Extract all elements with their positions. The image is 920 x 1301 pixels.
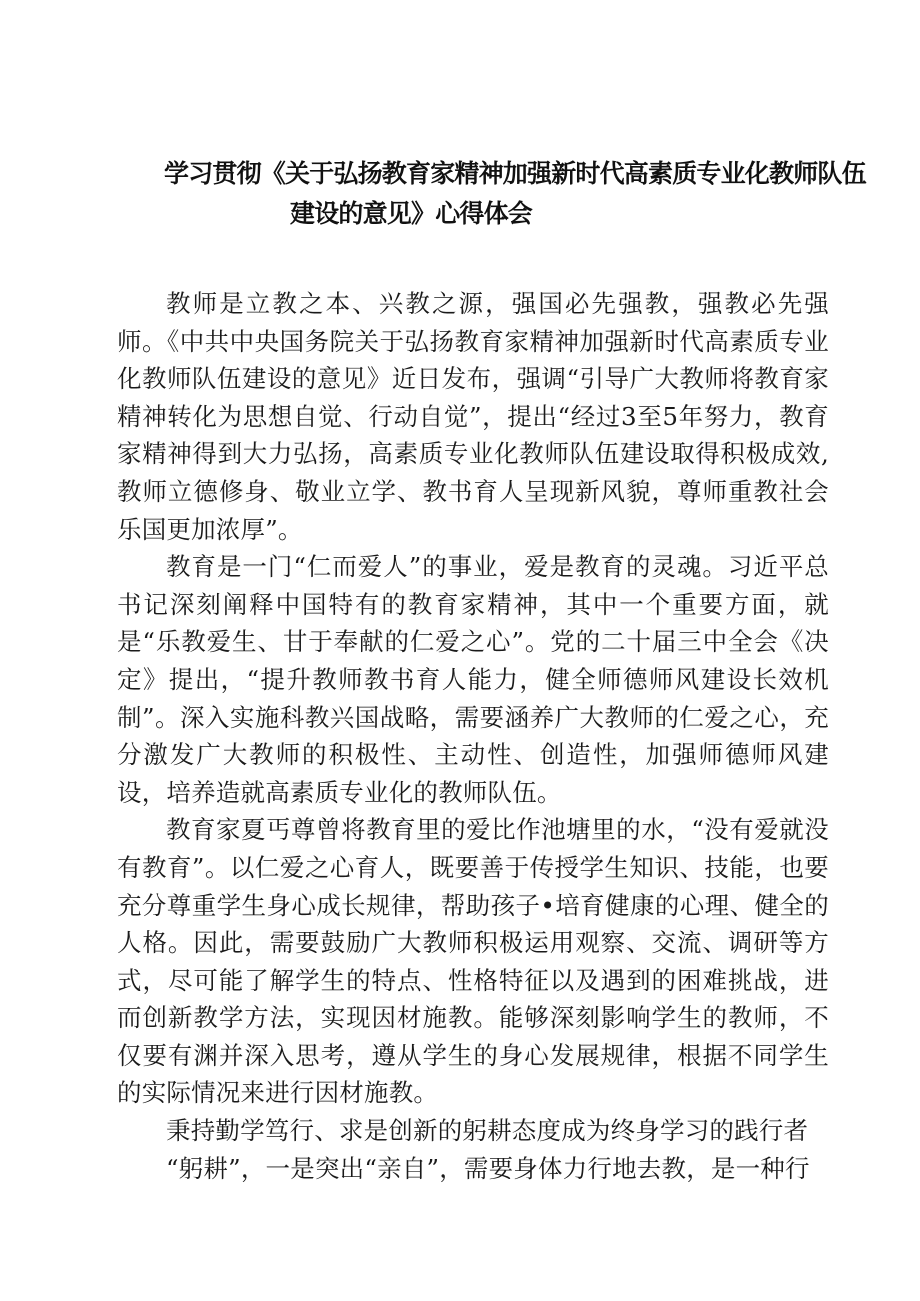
paragraph-2: 教育是一门“仁而爱人”的事业，爱是教育的灵魂。习近平总书记深刻阐释中国特有的教育家精神，其中一个重要方面，就是“乐教爱生、甘于奉献的仁爱之心”。党的二十届三中全会《决定》提出，“提升教师教书育人能力，健全师德师风建设长效机制”。深入实施科教兴国战略，需要涵养广大教师的仁爱之心，充分激发广大教师的积极性、主动性、创造性，加强师德师风建设，培养造就高素质专业化的教师队伍。 [117,552,829,807]
document-body [117,285,829,1187]
paragraph-3: 教育家夏丐尊曾将教育里的爱比作池塘里的水，“没有爱就没有教育”。以仁爱之心育人，既要善于传授学生知识、技能，也要充分尊重学生身心成长规律，帮助孩子•培育健康的心理、健全的人格。因此，需要鼓励广大教师积极运用观察、交流、调研等方式，尽可能了解学生的特点、性格特征以及遇到的困难挑战，进而创新教学方法，实现因材施教。能够深刻影响学生的教师，不仅要有渊并深入思考，遵从学生的身心发展规律，根据不同学生的实际情况来进行因材施教。 [117,815,829,1108]
paragraph-1: 教师是立教之本、兴教之源，强国必先强教，强教必先强师。《中共中央国务院关于弘扬教育家精神加强新时代高素质专业化教师队伍建设的意见》近日发布，强调“引导广大教师将教育家精神转化为思想自觉、行动自觉”，提出“经过3至5年努力，教育家精神得到大力弘扬，高素质专业化教师队伍建设取得积极成效,教师立德修身、敬业立学、教书育人呈现新风貌，尊师重教社会乐国更加浓厚”。 [117,289,829,544]
title-line-1: 学习贯彻《关于弘扬教育家精神加强新时代高素质专业化教师队伍 [164,159,866,188]
document-title [150,154,866,234]
title-line-2: 建设的意见》心得体会 [290,199,533,228]
paragraph-4: “躬耕”，一是突出“亲自”，需要身体力行地去教，是一种行 [166,1153,810,1183]
section-heading: 秉持勤学笃行、求是创新的躬耕态度成为终身学习的践行者 [166,1116,809,1146]
